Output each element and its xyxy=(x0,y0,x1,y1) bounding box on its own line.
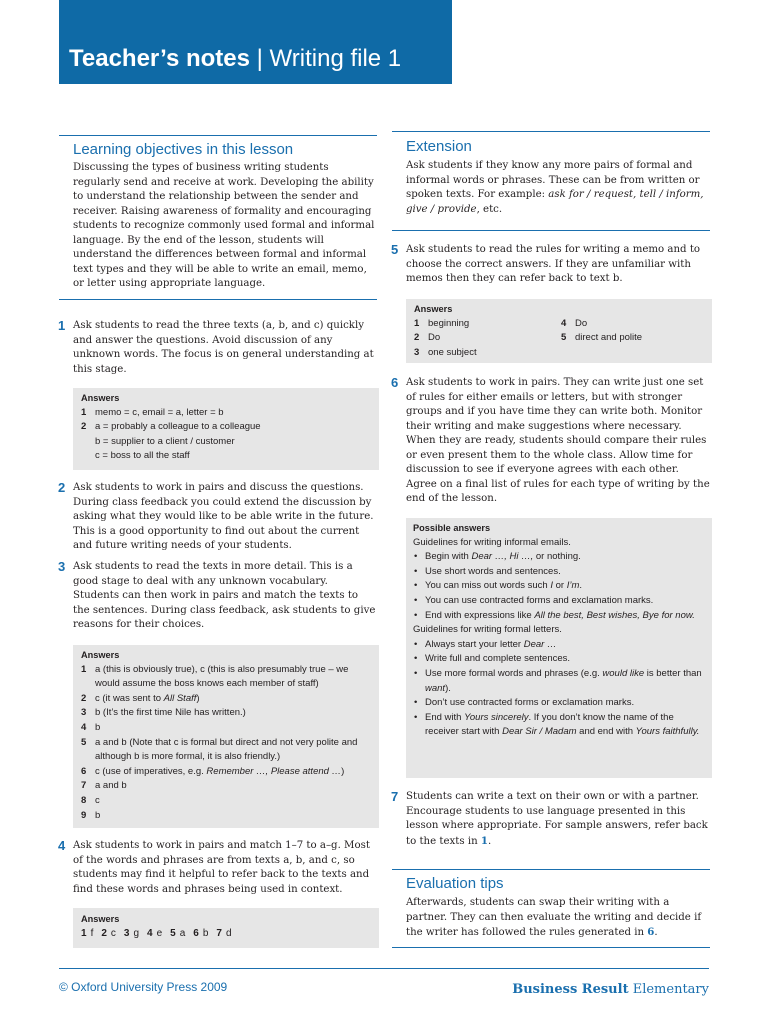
answers-box-3: Answers 1 a (this is obviously true), c (this is also presumably true – we would assume the boss knows each member of staff) 2 c (it was sent to All Staff) 3 b (It’s the first time Nile has written.) 4 b 5 a and b (Note that c is formal but direct and not very polite and although b is more formal, it is also friendly.) 6 c (use of imperatives, e.g. Remember …, Please attend …) 7 a and b 8 c 9 b xyxy=(73,645,379,828)
step-6-text: Ask students to work in pairs. They can write just one set of rules for either emails or letters, but with stronger groups and if you have time they can write both. Monitor their writing and make suggestions where necessary. When they are ready, students should compare their rules or even present them to the whole class. Allow time for discussion to see if everyone agrees with each other. Agree on a final list of rules for each type of writing by the end of the lesson. xyxy=(406,377,710,504)
step-7-text: Students can write a text on their own or with a partner. Encourage students to use language presented in this lesson where appropriate. For sample answers, refer back to the texts in 1. xyxy=(406,791,708,847)
guideline-item: • Always start your letter Dear … xyxy=(413,638,706,653)
answer-row xyxy=(81,692,371,707)
answer-number: 2 xyxy=(414,332,420,344)
answer-number xyxy=(81,435,95,450)
step-number: 1 xyxy=(58,318,66,333)
answers-list xyxy=(81,927,379,942)
step-5-text: Ask students to read the rules for writing a memo and to choose the correct answers. If they are unfamiliar with memos then they can refer back to text b. xyxy=(406,244,701,284)
answer-number: 1 xyxy=(81,406,87,418)
answer-text: a (this is obviously true), c (this is also presumably true – we would assume the boss knows each member of staff) xyxy=(95,663,349,690)
step-1-text: Ask students to read the three texts (a, b, and c) quickly and answer the questions. Avoid discussion of any unknown words. The focus is on general understanding at this stage. xyxy=(73,320,374,375)
answer-text: one subject xyxy=(428,346,477,358)
informal-guidelines-list xyxy=(413,550,706,623)
divider xyxy=(392,869,710,870)
answer-row xyxy=(81,721,371,736)
answer-pair: 4 e xyxy=(147,927,163,939)
answer-row xyxy=(81,449,379,464)
guideline-item: • Don’t use contracted forms or exclamation marks. xyxy=(413,696,706,711)
divider xyxy=(392,947,710,948)
answer-text: c (use of imperatives, e.g. Remember …, Please attend …) xyxy=(95,765,345,777)
extension-text: Ask students if they know any more pairs of formal and informal words or phrases. These can be from written or spoken texts. For example: ask for / request, tell / inform, give / provide, etc. xyxy=(406,160,704,215)
guideline-item: • Begin with Dear …, Hi …, or nothing. xyxy=(413,550,706,565)
answer-number: 1 xyxy=(81,663,87,675)
divider xyxy=(59,135,377,136)
answer-row xyxy=(414,331,554,346)
guideline-item: • You can use contracted forms and exclamation marks. xyxy=(413,594,706,609)
step-number: 7 xyxy=(391,789,399,804)
guideline-item: • Use short words and sentences. xyxy=(413,565,706,580)
answer-pair: 5 a xyxy=(170,927,186,939)
step-number: 3 xyxy=(58,559,66,574)
answers-box-1: Answers 1 memo = c, email = a, letter = b 2 a = probably a colleague to a colleague b = supplier to a client / customer c = boss to all the staff xyxy=(73,388,379,470)
header-banner xyxy=(59,0,452,84)
extension-heading: Extension xyxy=(406,138,472,155)
answer-pair: 6 b xyxy=(193,927,209,939)
answer-number: 2 xyxy=(81,692,87,704)
step-number: 2 xyxy=(58,480,66,495)
answer-number: 4 xyxy=(81,721,87,733)
answer-text: Do xyxy=(575,317,588,329)
answer-number: 6 xyxy=(81,765,87,777)
answer-number: 4 xyxy=(561,317,567,329)
answer-text: memo = c, email = a, letter = b xyxy=(95,406,224,418)
answer-number xyxy=(81,449,95,464)
learning-objectives-text: Discussing the types of business writing students regularly send and receive at work. Developing the ability to understand the relationship between the sender and receiver. Raising awareness of formality and encouraging students to recognize commonly used formal and informal language. By the end of the lesson, students will understand the differences between formal and informal text types and they will be able to write an email, memo, or letter using appropriate language. xyxy=(73,162,375,289)
answer-text: beginning xyxy=(428,317,470,329)
answers-list xyxy=(81,663,371,824)
answer-row xyxy=(81,779,371,794)
answer-number: 2 xyxy=(81,421,87,433)
answer-text: a = probably a colleague to a colleague xyxy=(95,421,261,433)
step-number: 4 xyxy=(58,838,66,853)
answer-text: c = boss to all the staff xyxy=(95,450,190,462)
answer-row xyxy=(561,317,711,332)
answer-text: Do xyxy=(428,332,441,344)
guideline-item: • End with expressions like All the best, Best wishes, Bye for now. xyxy=(413,609,706,624)
evaluation-tips-heading: Evaluation tips xyxy=(406,875,504,892)
divider xyxy=(59,299,377,300)
copyright: © Oxford University Press 2009 xyxy=(59,980,228,994)
answer-text: a and b xyxy=(95,780,127,792)
answer-row xyxy=(81,420,379,435)
answer-row xyxy=(81,794,371,809)
possible-answers-box: Possible answers Guidelines for writing informal emails. • Begin with Dear …, Hi …, or nothing. • Use short words and sentences. • You can miss out words such I or I’m. • You can use contracted forms and exclamation marks. • End with expressions like All the best, Best wishes, Bye for now. Guidelines for writing formal letters. • Always start your letter Dear … • Write full and complete sentences. • Use more formal words and phrases (e.g. would like is better than want). • Don’t use contracted forms or exclamation marks. • End with Yours sincerely. If you don’t know the name of the receiver start with Dear Sir / Madam and end with Yours faithfully. xyxy=(406,518,712,778)
guideline-item: • End with Yours sincerely. If you don’t know the name of the receiver start with Dear Sir / Madam and end with Yours faithfully. xyxy=(413,711,706,740)
answer-row xyxy=(81,663,371,692)
answer-text: b (It’s the first time Nile has written.) xyxy=(95,707,246,719)
answer-number: 3 xyxy=(81,707,87,719)
answer-number: 3 xyxy=(414,346,420,358)
answer-number: 8 xyxy=(81,794,87,806)
answer-row xyxy=(81,809,371,824)
answer-row xyxy=(561,331,711,346)
answers-box-5: Answers 1 beginning 2 Do 3 one subject 4 Do 5 direct and polite xyxy=(406,299,712,363)
answer-row xyxy=(414,346,554,361)
answer-text: b = supplier to a client / customer xyxy=(95,435,235,447)
answer-number: 5 xyxy=(81,736,87,748)
guideline-item: • Write full and complete sentences. xyxy=(413,652,706,667)
step-number: 5 xyxy=(391,242,399,257)
answer-pair: 1 f xyxy=(81,927,94,939)
answer-row xyxy=(81,706,371,721)
answer-text: b xyxy=(95,721,101,733)
answer-pair: 7 d xyxy=(216,927,232,939)
step-number: 6 xyxy=(391,375,399,390)
brand-name: Business Result Elementary xyxy=(512,982,709,997)
divider xyxy=(392,230,710,231)
answer-number: 5 xyxy=(561,332,567,344)
answers-box-4: Answers 1 f 2 c 3 g 4 e 5 a 6 b 7 d xyxy=(73,908,379,948)
step-2-text: Ask students to work in pairs and discuss the questions. During class feedback you could extend the discussion by asking what they would like to be able write in the future. This is a good opportunity to find out about the current and future writing needs of your students. xyxy=(73,482,374,551)
answer-row xyxy=(81,406,379,421)
answer-pair: 2 c xyxy=(101,927,116,939)
answer-pair: 3 g xyxy=(123,927,140,939)
answer-text: c (it was sent to All Staff) xyxy=(95,692,200,704)
answer-row xyxy=(414,317,554,332)
answer-number: 7 xyxy=(81,780,87,792)
guideline-item: • You can miss out words such I or I’m. xyxy=(413,579,706,594)
learning-objectives-heading: Learning objectives in this lesson xyxy=(73,141,294,158)
divider xyxy=(392,131,710,132)
answer-row xyxy=(81,765,371,780)
page-title: Teacher’s notes | Writing file 1 xyxy=(69,45,402,72)
answer-text: b xyxy=(95,809,101,821)
answer-number: 9 xyxy=(81,809,87,821)
answer-text: c xyxy=(95,794,100,806)
evaluation-tips-text: Afterwards, students can swap their writing with a partner. They can then evaluate the writing and decide if the writer has followed the rules generated in 6. xyxy=(406,897,702,938)
answer-number: 1 xyxy=(414,317,420,329)
formal-guidelines-list xyxy=(413,638,706,740)
answer-row xyxy=(81,435,379,450)
answer-text: a and b (Note that c is formal but direct and not very polite and although b is more formal, it is also friendly.) xyxy=(95,736,358,763)
step-3-text: Ask students to read the texts in more detail. This is a good stage to deal with any unknown vocabulary. Students can then work in pairs and match the texts to the sentences. During class feedback, ask students to give reasons for their choices. xyxy=(73,561,376,630)
answers-list xyxy=(81,406,379,464)
footer-rule xyxy=(59,968,709,969)
step-4-text: Ask students to work in pairs and match 1–7 to a–g. Most of the words and phrases are from texts a, b, and c, so students may find it helpful to refer back to the texts and find these words and phrases being used in context. xyxy=(73,840,370,895)
answer-row xyxy=(81,736,371,765)
guideline-item: • Use more formal words and phrases (e.g. would like is better than want). xyxy=(413,667,706,696)
answer-text: direct and polite xyxy=(575,332,643,344)
